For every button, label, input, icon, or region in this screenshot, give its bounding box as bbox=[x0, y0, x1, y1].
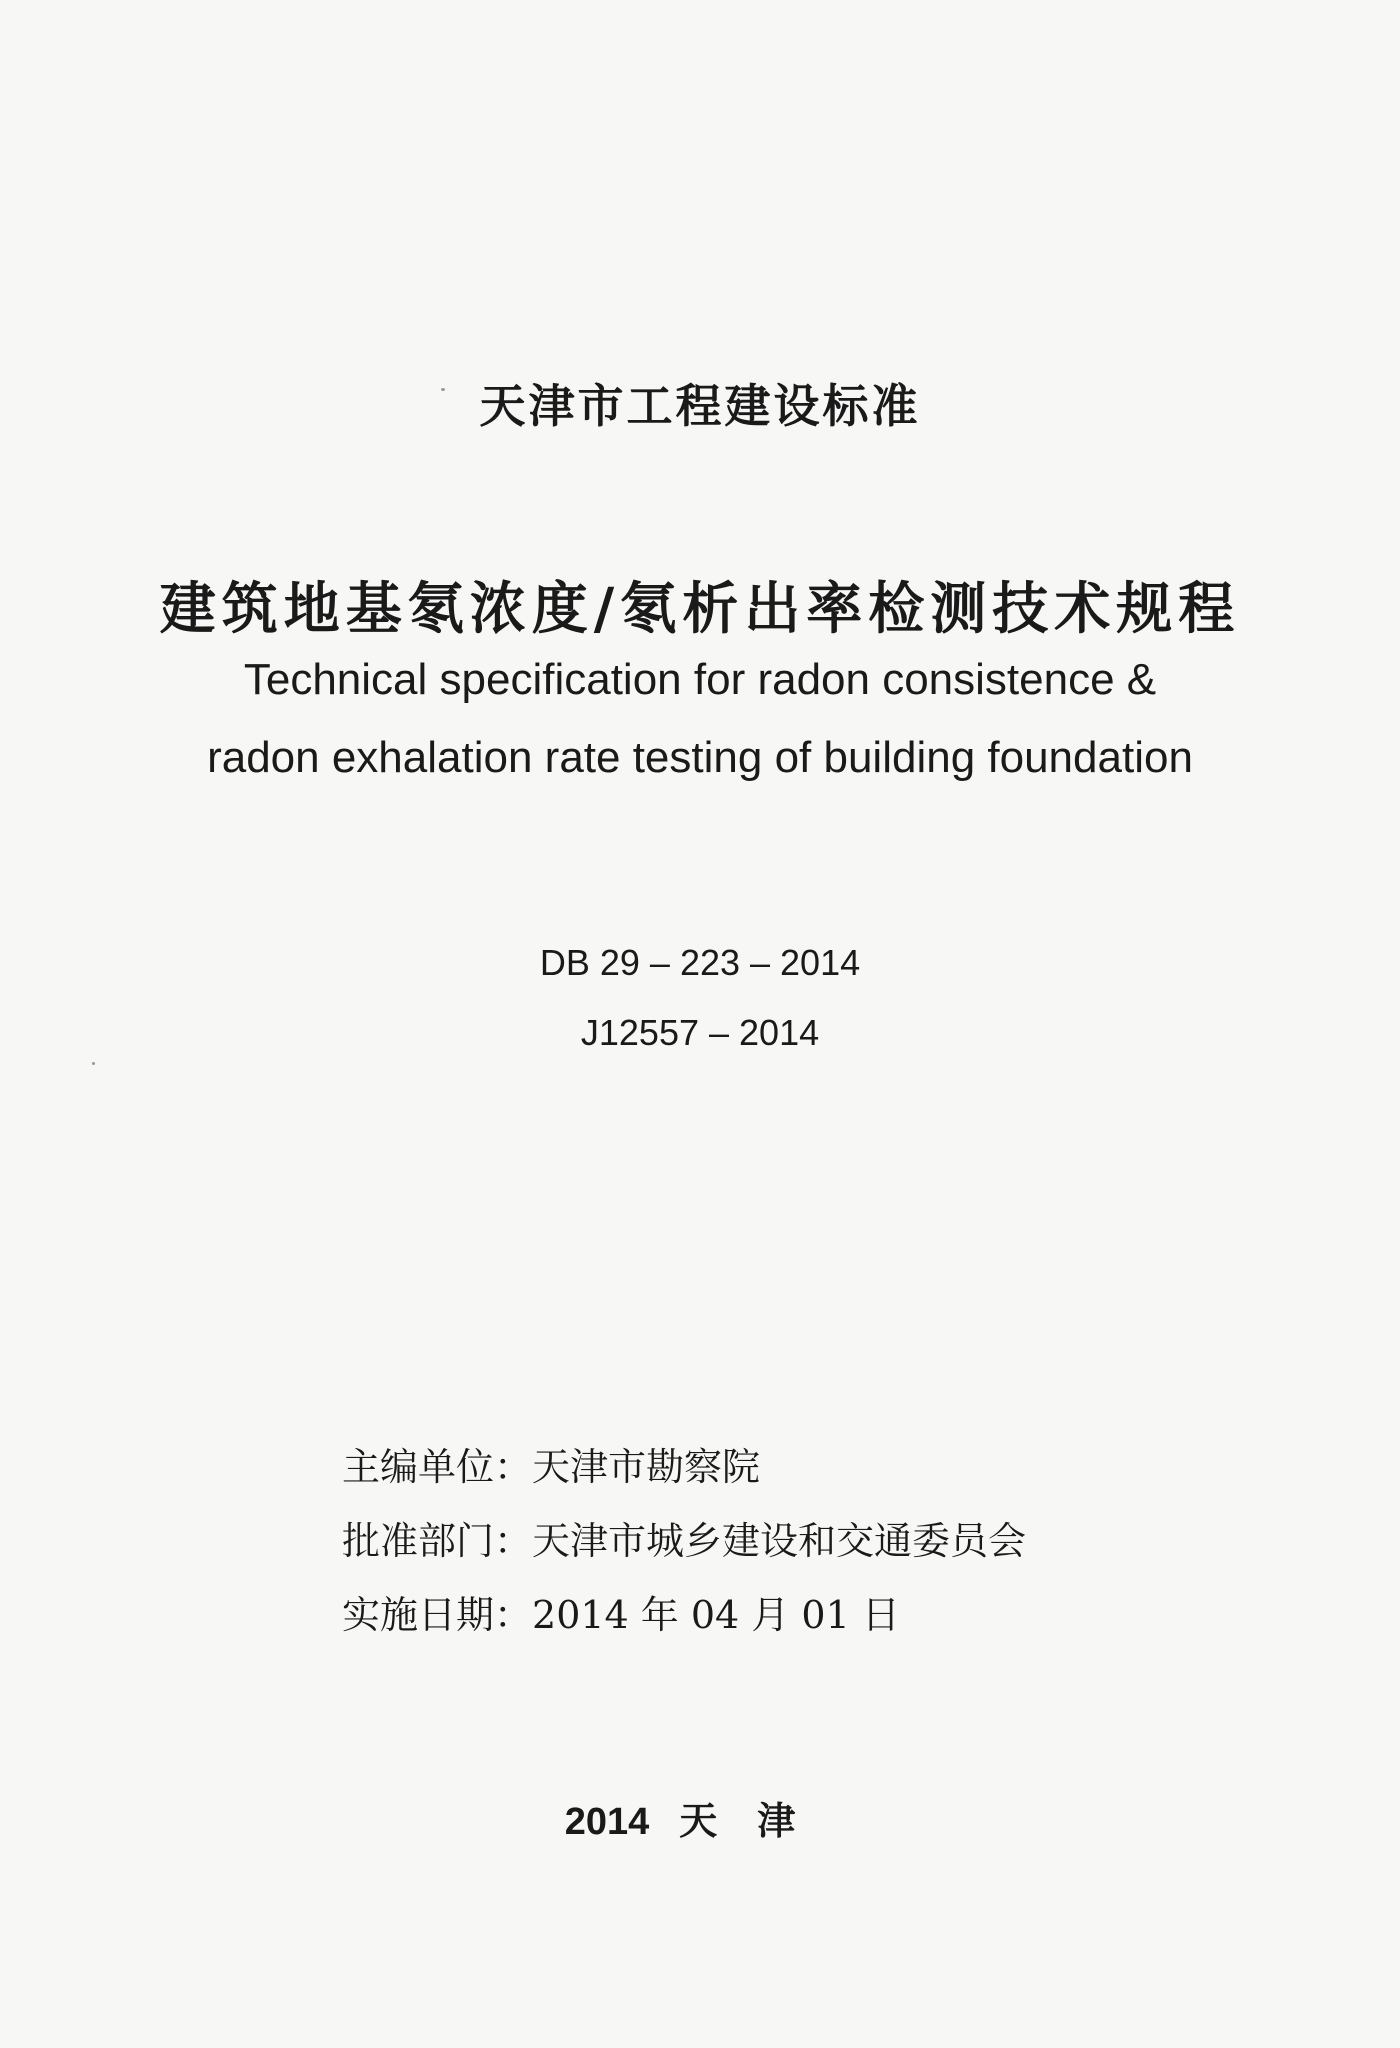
effective-date-value: 2014 年 04 月 01 日 bbox=[532, 1593, 900, 1637]
document-title-chinese: 建筑地基氡浓度/氡析出率检测技术规程 bbox=[159, 577, 1241, 642]
approver-label: 批准部门： bbox=[342, 1519, 533, 1563]
editor-value: 天津市勘察院 bbox=[532, 1445, 761, 1489]
publication-info bbox=[342, 1430, 1026, 1652]
document-title-english-line-1: Technical specification for radon consistence & bbox=[243, 655, 1157, 704]
editor-label: 主编单位： bbox=[342, 1445, 533, 1489]
approver-row bbox=[342, 1504, 1026, 1578]
scan-speck bbox=[92, 1062, 95, 1065]
document-title-english-line-2: radon exhalation rate testing of building foundation bbox=[207, 733, 1193, 782]
standard-code-db: DB 29 – 223 – 2014 bbox=[539, 942, 861, 983]
editor-row bbox=[342, 1430, 1026, 1504]
standard-series-heading: 天津市工程建设标准 bbox=[479, 379, 921, 433]
effective-date-row bbox=[342, 1578, 1026, 1652]
imprint-year: 2014 bbox=[564, 1801, 650, 1843]
imprint-city: 天津 bbox=[679, 1799, 836, 1843]
imprint-footer bbox=[0, 1790, 1400, 1845]
effective-date-label: 实施日期： bbox=[342, 1593, 533, 1637]
standard-code-j: J12557 – 2014 bbox=[580, 1012, 820, 1053]
approver-value: 天津市城乡建设和交通委员会 bbox=[532, 1519, 1027, 1563]
